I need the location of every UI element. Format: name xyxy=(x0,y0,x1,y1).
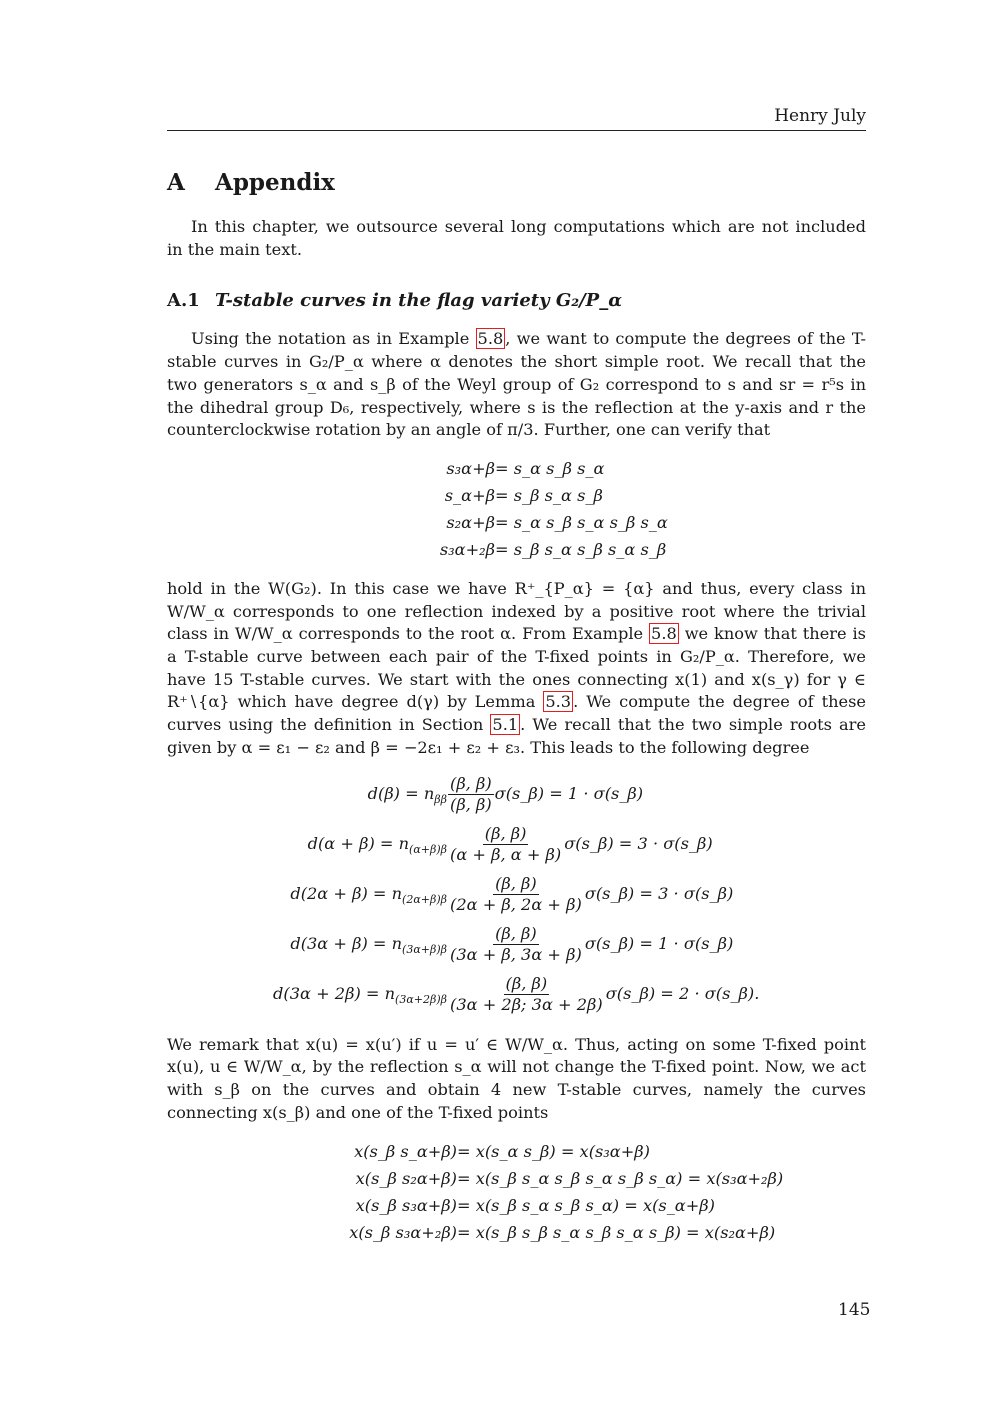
equation-lhs: s₂α+β xyxy=(446,513,495,533)
degree-subscript: (α+β)β xyxy=(409,843,447,857)
fraction-denominator: (β, β) xyxy=(450,795,492,815)
fraction-numerator: (β, β) xyxy=(450,774,492,794)
main-content xyxy=(167,168,866,1260)
degree-fraction xyxy=(448,774,494,815)
ref-example-5-8[interactable]: 5.8 xyxy=(651,624,677,644)
ref-example-5-8[interactable]: 5.8 xyxy=(477,329,504,349)
degree-lhs-text: d(β) = n xyxy=(367,784,435,804)
fraction-numerator: (β, β) xyxy=(495,874,537,894)
fixed-point-equations xyxy=(167,1138,866,1246)
degree-rhs: σ(s_β) = 2 · σ(s_β). xyxy=(605,984,760,1004)
degree-lhs-text: d(3α + β) = n xyxy=(290,934,403,954)
fraction-denominator: (α + β, α + β) xyxy=(450,845,562,865)
degree-row xyxy=(167,920,866,970)
degree-subscript: (2α+β)β xyxy=(402,893,447,907)
degree-fraction xyxy=(448,824,563,865)
degree-fraction xyxy=(448,874,584,915)
degree-lhs xyxy=(167,933,447,956)
equation-lhs: s₃α+₂β xyxy=(439,540,495,560)
section-heading xyxy=(167,168,866,198)
equation-lhs: x(s_β s₃α+₂β) xyxy=(349,1222,457,1242)
degree-lhs xyxy=(167,783,447,806)
fraction-denominator: (2α + β, 2α + β) xyxy=(450,895,582,915)
subsection-heading xyxy=(167,288,866,314)
degree-row xyxy=(167,970,866,1020)
degree-rhs: σ(s_β) = 3 · σ(s_β) xyxy=(584,884,734,904)
subsection-number: A.1 xyxy=(167,290,200,312)
fraction-numerator: (β, β) xyxy=(484,824,527,844)
equation-row xyxy=(167,537,866,564)
equation-rhs: = s_β s_α s_β xyxy=(495,486,603,506)
degree-rhs: σ(s_β) = 1 · σ(s_β) xyxy=(494,784,644,804)
degree-lhs xyxy=(167,833,447,856)
para2-text-3: . We compute the degree of these curves using the definition in Section xyxy=(167,692,866,735)
degree-rhs: σ(s_β) = 1 · σ(s_β) xyxy=(584,934,734,954)
para1-text-2: , we want to compute the degrees of the T-stable curves in G₂/P_α where α denotes the short simple root. We recall that the two generators s_α and s_β of the Weyl group of G₂ correspond to s and sr = r⁵s in the dihedral group D₆, respectively, where s is the reflection at the y-axis and r the counterclockwise rotation by an angle of π/3. Further, one can verify that xyxy=(167,329,867,440)
degree-lhs xyxy=(167,883,447,906)
equation-row xyxy=(167,1219,866,1246)
equation-rhs: = s_α s_β s_α s_β s_α xyxy=(495,513,668,533)
degree-lhs xyxy=(167,983,447,1006)
degree-row xyxy=(167,820,866,870)
degree-rhs: σ(s_β) = 3 · σ(s_β) xyxy=(564,834,713,854)
degree-fraction xyxy=(448,974,605,1015)
degree-fraction xyxy=(448,924,584,965)
equation-lhs: x(s_β s_α+β) xyxy=(354,1141,457,1161)
header-author: Henry July xyxy=(774,106,866,126)
paragraph-3: We remark that x(u) = x(u′) if u = u′ ∈ W/W_α. Thus, acting on some T-fixed point x(u), u ∈ W/W_α, by the reflection s_α will not change the T-fixed point. Now, we act with s_β on the curves and obtain 4 new T-stable curves, namely the curves connecting x(s_β) and one of the T-fixed points xyxy=(167,1034,866,1122)
degree-row xyxy=(167,770,866,820)
equation-row xyxy=(167,1138,866,1165)
paragraph-2 xyxy=(167,578,866,760)
paragraph-1 xyxy=(167,328,866,442)
equation-lhs: x(s_β s₂α+β) xyxy=(355,1168,457,1188)
equation-rhs: = x(s_β s_β s_α s_β s_α s_β) = x(s₂α+β) xyxy=(457,1222,776,1242)
para2-text-4: . We recall that the two simple roots are given by α = ε₁ − ε₂ and β = −2ε₁ + ε₂ + ε₃. This leads to the following degree xyxy=(167,715,867,757)
ref-section-5-1[interactable]: 5.1 xyxy=(492,715,519,735)
intro-paragraph: In this chapter, we outsource several long computations which are not included in the main text. xyxy=(167,217,866,259)
equation-rhs: = s_α s_β s_α xyxy=(495,459,605,479)
degree-subscript: (3α+β)β xyxy=(402,943,447,957)
running-header xyxy=(167,106,866,131)
degree-equations xyxy=(167,770,866,1020)
degree-lhs-text: d(α + β) = n xyxy=(307,834,410,854)
degree-subscript: (3α+2β)β xyxy=(395,993,447,1007)
fraction-numerator: (β, β) xyxy=(505,974,548,994)
degree-lhs-text: d(3α + 2β) = n xyxy=(273,984,396,1004)
para1-text-1: Using the notation as in Example xyxy=(191,329,476,349)
equation-row xyxy=(167,1165,866,1192)
subsection-title: T-stable curves in the flag variety G₂/P_α xyxy=(215,290,623,312)
degree-row xyxy=(167,870,866,920)
equation-row xyxy=(167,510,866,537)
para2-text-1: hold in the W(G₂). In this case we have R⁺_{P_α} = {α} and thus, every class in W/W_α corresponds to one reflection indexed by a positive root where the trivial class in W/W_α corresponds to the root α. From Example xyxy=(167,578,866,644)
page-number: 145 xyxy=(838,1300,871,1320)
degree-subscript: ββ xyxy=(434,793,447,807)
equation-rhs: = x(s_α s_β) = x(s₃α+β) xyxy=(457,1141,650,1161)
weyl-equations xyxy=(167,456,866,564)
degree-lhs-text: d(2α + β) = n xyxy=(290,884,403,904)
section-title: Appendix xyxy=(215,169,335,196)
fraction-numerator: (β, β) xyxy=(495,924,537,944)
equation-rhs: = s_β s_α s_β s_α s_β xyxy=(495,540,667,560)
ref-lemma-5-3[interactable]: 5.3 xyxy=(545,692,572,712)
section-number: A xyxy=(167,169,185,196)
equation-rhs: = x(s_β s_α s_β s_α s_β s_α) = x(s₃α+₂β) xyxy=(457,1168,784,1188)
equation-row xyxy=(167,483,866,510)
para2-text-2: we know that there is a T-stable curve between each pair of the T-fixed points in G₂/P_α. Therefore, we have 15 T-stable curves. We start with the ones connecting x(1) and x(s_γ) for γ ∈ R⁺∖{α} which have degree d(γ) by Lemma xyxy=(167,624,866,712)
fraction-denominator: (3α + β, 3α + β) xyxy=(450,945,582,965)
fraction-denominator: (3α + 2β; 3α + 2β) xyxy=(450,995,603,1015)
equation-lhs: s_α+β xyxy=(444,486,495,506)
equation-rhs: = x(s_β s_α s_β s_α) = x(s_α+β) xyxy=(457,1195,715,1215)
equation-lhs: s₃α+β xyxy=(446,459,495,479)
equation-lhs: x(s_β s₃α+β) xyxy=(355,1195,457,1215)
equation-row xyxy=(167,1192,866,1219)
equation-row xyxy=(167,456,866,483)
